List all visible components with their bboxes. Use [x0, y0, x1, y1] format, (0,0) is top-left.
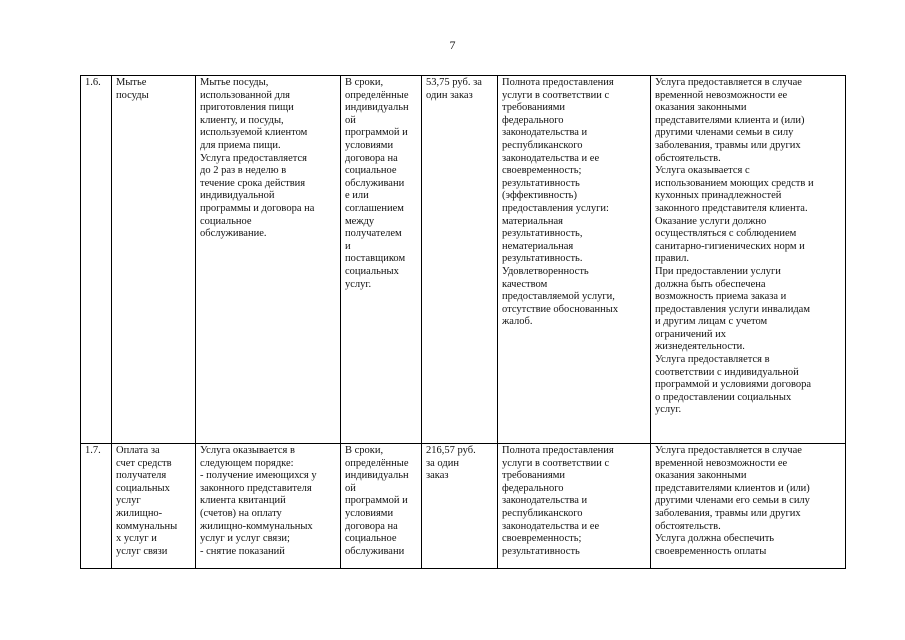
cell-number: 1.7.: [81, 444, 112, 569]
table-row: [81, 444, 846, 569]
cell-service-name: Оплата за счет средств получателя социальных услуг жилищно- коммунальны х услуг и услуг связи: [112, 444, 196, 569]
cell-number: 1.6.: [81, 76, 112, 444]
page-number: 7: [449, 38, 456, 52]
cell-service-name: Мытье посуды: [112, 76, 196, 444]
cell-quality: Полнота предоставления услуги в соответствии с требованиями федерального законодательства и республиканского законодательства и ее своевременность; результативность (эффективность) предоставления услуги: материальная результативность, нематериальная результативность. Удовлетворенность качеством предоставляемой услуги, отсутствие обоснованных жалоб.: [498, 76, 651, 444]
cell-description: Мытье посуды, использованной для приготовления пищи клиенту, и посуды, используемой клиентом для приема пищи. Услуга предоставляется до 2 раз в неделю в течение срока действия индивидуальной программы и договора на социальное обслуживание.: [196, 76, 341, 444]
cell-quality: Полнота предоставления услуги в соответствии с требованиями федерального законодательства и республиканского законодательства и ее своевременность; результативность: [498, 444, 651, 569]
cell-term: В сроки, определённые индивидуальн ой программой и условиями договора на социальное обслуживани е или соглашением между получателем и поставщиком социальных услуг.: [341, 76, 422, 444]
cell-conditions: Услуга предоставляется в случае временной невозможности ее оказания законными представителями клиентов и (или) другими членами его семьи в силу заболевания, травмы или других обстоятельств. Услуга должна обеспечить своевременность оплаты: [651, 444, 846, 569]
cell-conditions: Услуга предоставляется в случае временной невозможности ее оказания законными представителями клиента и (или) другими членами семьи в силу заболевания, травмы или других обстоятельств. Услуга оказывается с использованием моющих средств и кухонных принадлежностей законного представителя клиента. Оказание услуги должно осуществляться с соблюдением санитарно-гигиенических норм и правил. При предоставлении услуги должна быть обеспечена возможность приема заказа и предоставления услуги инвалидам и другим лицам с учетом ограничений их жизнедеятельности. Услуга предоставляется в соответствии с индивидуальной программой и условиями договора о предоставлении социальных услуг.: [651, 76, 846, 444]
cell-term: В сроки, определённые индивидуальн ой программой и условиями договора на социальное обслуживани: [341, 444, 422, 569]
services-table: [80, 75, 846, 569]
cell-description: Услуга оказывается в следующем порядке: - получение имеющихся у законного представителя клиента квитанций (счетов) на оплату жилищно-коммунальных услуг и услуг связи; - снятие показаний: [196, 444, 341, 569]
cell-price: 216,57 руб. за один заказ: [422, 444, 498, 569]
table-row: [81, 76, 846, 444]
cell-price: 53,75 руб. за один заказ: [422, 76, 498, 444]
